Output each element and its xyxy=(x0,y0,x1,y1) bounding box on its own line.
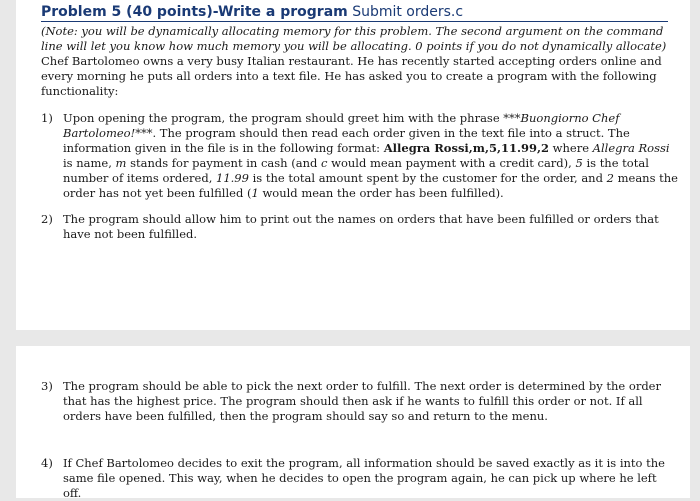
intro-paragraph xyxy=(41,24,678,99)
item-text: where xyxy=(549,141,593,155)
item-text: The program should allow him to print out the names on orders that have been fulfilled or orders that have not been fulfilled. xyxy=(63,212,659,241)
requirements-list xyxy=(41,111,678,242)
example-name: Allegra Rossi xyxy=(592,141,670,155)
item-text: would mean payment with a credit card), xyxy=(327,156,576,170)
list-item xyxy=(41,379,678,424)
item-text: stands for payment in cash (and xyxy=(126,156,322,170)
example-amount: 11.99 xyxy=(216,171,249,185)
intro-text: Chef Bartolomeo owns a very busy Italian restaurant. He has recently started accepting orders online and every morning he puts all orders into a text file. He has asked you to create a program with the following functionality: xyxy=(41,54,662,98)
item-text: The program should be able to pick the next order to fulfill. The next order is determined by the order that has the highest price. The program should then ask if he wants to fulfill this order or not. If all orders have been fulfilled, then the program should say so and return to the menu. xyxy=(63,379,661,423)
format-example: Allegra Rossi,m,5,11.99,2 xyxy=(383,141,549,155)
item-number: 2) xyxy=(41,212,53,226)
item-text: means the order has not yet been fulfilled ( xyxy=(63,171,678,200)
item-text: If Chef Bartolomeo decides to exit the program, all information should be saved exactly as it is into the same file opened. This way, when he decides to open the program again, he can pick up where he left off. xyxy=(63,456,665,500)
example-status-fulfilled: 1 xyxy=(251,186,259,200)
problem-heading: Problem 5 (40 points)-Write a program xyxy=(41,4,348,20)
item-number: 1) xyxy=(41,111,53,125)
submit-filename: Submit orders.c xyxy=(352,4,464,20)
example-cash-code: m xyxy=(115,156,127,170)
document-page-1 xyxy=(16,0,690,330)
item-number: 4) xyxy=(41,456,53,470)
item-text: is the total number of items ordered, xyxy=(63,156,649,185)
item-text: would mean the order has been fulfilled). xyxy=(258,186,504,200)
list-item xyxy=(41,456,678,501)
item-text: Upon opening the program, the program should greet him with the phrase xyxy=(63,111,504,125)
memory-note: (Note: you will be dynamically allocating memory for this problem. The second argument on the command line will let you know how much memory you will be allocating. 0 points if you do not dynamically allocate) xyxy=(41,24,667,53)
item-text: is name, xyxy=(63,156,116,170)
list-item xyxy=(41,111,678,201)
item-text: . The program should then read each order given in the text file into a struct. The information given in the file is in the following format: xyxy=(63,126,630,155)
problem-title xyxy=(41,3,668,22)
item-text: is the total amount spent by the customer for the order, and xyxy=(248,171,607,185)
greeting-phrase: ***Buongiorno Chef Bartolomeo!*** xyxy=(63,111,620,140)
list-item xyxy=(41,212,678,242)
example-status-unfulfilled: 2 xyxy=(606,171,614,185)
example-item-count: 5 xyxy=(575,156,583,170)
example-credit-code: c xyxy=(321,156,328,170)
document-page-2 xyxy=(16,346,690,498)
item-number: 3) xyxy=(41,379,53,393)
